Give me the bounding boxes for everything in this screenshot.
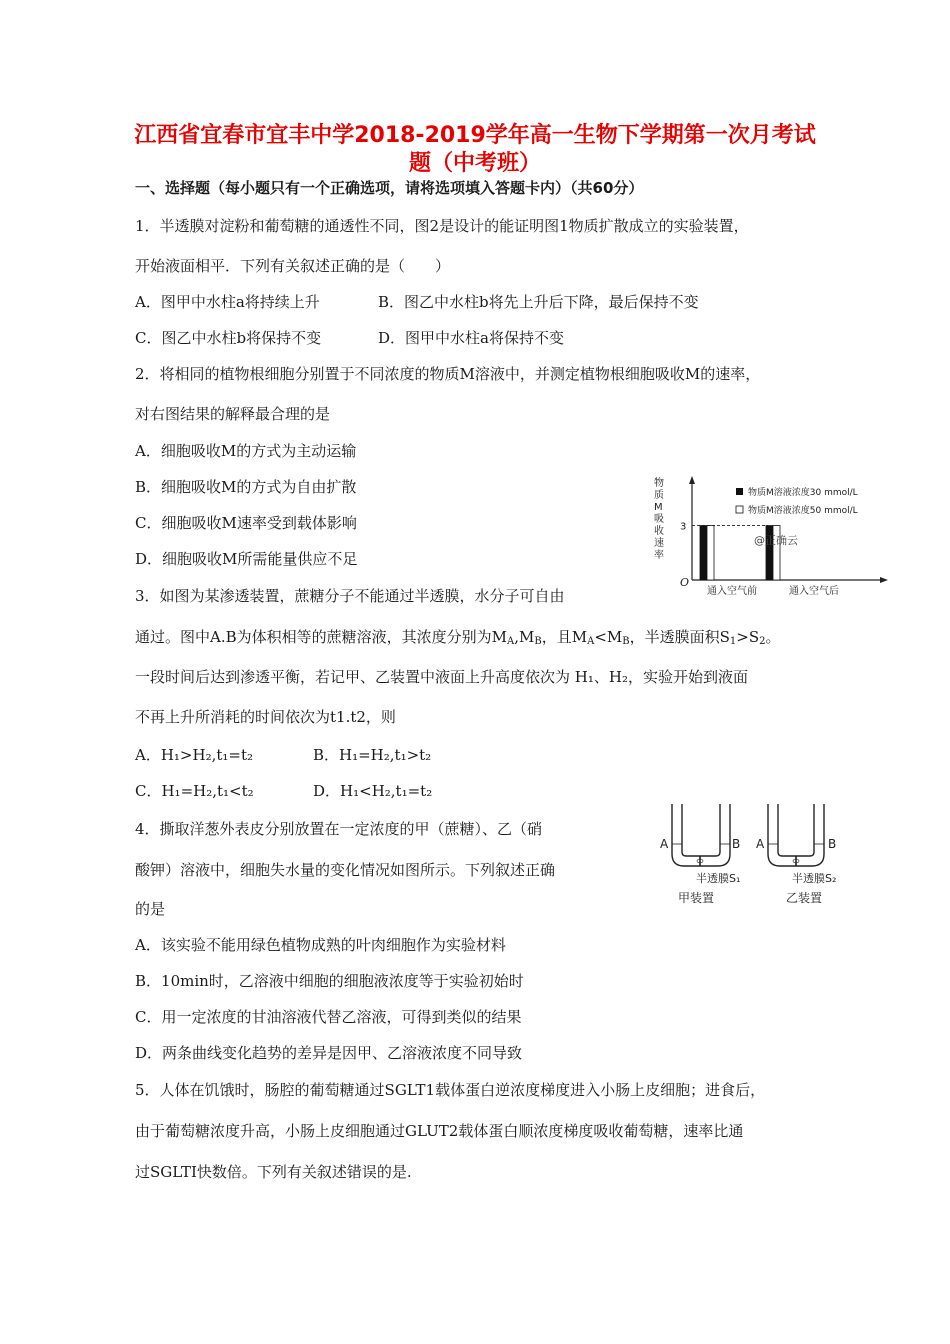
- q3-stem-2-part-c: ，且M: [541, 628, 588, 646]
- q2-stem-1: 2．将相同的植物根细胞分别置于不同浓度的物质M溶液中，并测定植物根细胞吸收M的速率，: [135, 365, 761, 383]
- q5-stem-1: 5．人体在饥饿时，肠腔的葡萄糖通过SGLT1载体蛋白逆浓度梯度进入小肠上皮细胞；进食后，: [135, 1081, 766, 1099]
- y-axis-label-char: 物: [654, 478, 664, 489]
- y-axis-label: [654, 476, 664, 561]
- subscript-a: A: [507, 636, 515, 647]
- q4-option-c: C．用一定浓度的甘油溶液代替乙溶液，可得到类似的结果: [135, 1008, 522, 1026]
- q3-option-a: A．H₁>H₂,t₁=t₂: [135, 746, 254, 764]
- legend-label-30: 物质M溶液浓度30 mmol/L: [748, 488, 858, 498]
- q4-option-a: A．该实验不能用绿色植物成熟的叶肉细胞作为实验材料: [135, 936, 506, 954]
- q4-stem-3: 的是: [135, 900, 166, 918]
- apparatus-name-jia: 甲装置: [678, 891, 715, 905]
- membrane-label-yi: 半透膜S₂: [792, 872, 837, 885]
- q3-stem-2-part-b: ,M: [514, 628, 535, 646]
- q3-stem-2-part-f: >S: [736, 628, 760, 646]
- apparatus-yi: [768, 804, 824, 866]
- title-line-2: 题（中考班）: [408, 151, 541, 176]
- y-axis-label-char: 率: [654, 550, 664, 561]
- watermark: @正确云: [754, 534, 798, 547]
- q1-option-b: B．图乙中水柱b将先上升后下降，最后保持不变: [378, 293, 699, 311]
- q3-stem-2-part-a: 通过。图中A.B为体积相等的蔗糖溶液，其浓度分别为M: [135, 628, 507, 646]
- label-b-yi: B: [828, 837, 837, 851]
- apparatus-name-yi: 乙装置: [786, 891, 823, 905]
- subscript-a: A: [587, 636, 595, 647]
- label-a-yi: A: [756, 837, 765, 851]
- y-tick-label: 3: [680, 521, 687, 533]
- q3-stem-2-part-g: 。: [765, 628, 781, 646]
- q4-option-d: D．两条曲线变化趋势的差异是因甲、乙溶液浓度不同导致: [135, 1044, 523, 1062]
- y-axis-label-char: M: [654, 502, 663, 513]
- label-b-jia: B: [732, 837, 741, 851]
- q4-stem-1: 4．撕取洋葱外表皮分别放置在一定浓度的甲（蔗糖）、乙（硝: [135, 820, 543, 838]
- q1-option-c: C．图乙中水柱b将保持不变: [135, 329, 322, 347]
- bar-50mmol-1: [707, 526, 714, 580]
- q3-option-b: B．H₁=H₂,t₁>t₂: [313, 746, 432, 764]
- document-title: [100, 122, 850, 178]
- q3-option-c: C．H₁=H₂,t₁<t₂: [135, 782, 254, 800]
- q3-stem-2-part-e: ，半透膜面积S: [629, 628, 730, 646]
- q3-stem-4: 不再上升所消耗的时间依次为t1.t2，则: [135, 708, 396, 726]
- subscript-1: 1: [729, 636, 737, 647]
- q3-option-d: D．H₁<H₂,t₁=t₂: [313, 782, 433, 800]
- absorption-rate-chart: [640, 472, 890, 602]
- q3-stem-2: [135, 626, 781, 647]
- q4-stem-2: 酸钾）溶液中，细胞失水量的变化情况如图所示。下列叙述正确: [135, 861, 556, 879]
- x-category-2: 通入空气后: [789, 586, 839, 597]
- q1-option-a: A．图甲中水柱a将持续上升: [135, 293, 320, 311]
- apparatus-jia: [672, 804, 730, 866]
- x-category-1: 通入空气前: [707, 586, 757, 597]
- q3-stem-1: 3．如图为某渗透装置，蔗糖分子不能通过半透膜，水分子可自由: [135, 587, 565, 605]
- subscript-b: B: [534, 636, 542, 647]
- q5-stem-2: 由于葡萄糖浓度升高，小肠上皮细胞通过GLUT2载体蛋白顺浓度梯度吸收葡萄糖，速率比通: [135, 1122, 744, 1140]
- y-axis-label-char: 吸: [654, 514, 664, 525]
- origin-label: O: [680, 576, 690, 589]
- title-line-1: 江西省宜春市宜丰中学2018-2019学年高一生物下学期第一次月考试: [134, 123, 816, 148]
- q1-stem-1: 1．半透膜对淀粉和葡萄糖的通透性不同，图2是设计的能证明图1物质扩散成立的实验装置，: [135, 217, 749, 235]
- q1-option-d: D．图甲中水柱a将保持不变: [378, 329, 564, 347]
- legend-label-50: 物质M溶液浓度50 mmol/L: [748, 506, 858, 516]
- y-axis-label-char: 速: [654, 538, 664, 549]
- q5-stem-3: 过SGLTI快数倍。下列有关叙述错误的是.: [135, 1163, 412, 1181]
- q1-stem-2: 开始液面相平．下列有关叙述正确的是（ ）: [135, 257, 451, 275]
- q4-option-b: B．10min时，乙溶液中细胞的细胞液浓度等于实验初始时: [135, 972, 524, 990]
- q2-option-c: C．细胞吸收M速率受到载体影响: [135, 514, 357, 532]
- subscript-b: B: [622, 636, 630, 647]
- x-axis-arrow: [880, 577, 888, 583]
- subscript-2: 2: [759, 636, 766, 647]
- osmosis-apparatus-figure: [660, 798, 860, 910]
- q3-stem-2-part-d: <M: [594, 628, 623, 646]
- legend-swatch-50: [736, 506, 743, 513]
- y-axis-arrow: [689, 476, 695, 484]
- q2-option-a: A．细胞吸收M的方式为主动运输: [135, 442, 357, 460]
- y-axis-label-char: 质: [654, 490, 664, 501]
- legend-swatch-30: [736, 488, 743, 495]
- membrane-label-jia: 半透膜S₁: [696, 872, 741, 885]
- q2-stem-2: 对右图结果的解释最合理的是: [135, 405, 331, 423]
- q3-stem-3: 一段时间后达到渗透平衡，若记甲、乙装置中液面上升高度依次为 H₁、H₂，实验开始到液面: [135, 668, 748, 686]
- section-heading: 一、选择题（每小题只有一个正确选项，请将选项填入答题卡内）（共60分）: [135, 179, 644, 197]
- bar-30mmol-1: [700, 526, 707, 580]
- label-a-jia: A: [660, 837, 669, 851]
- q2-option-d: D．细胞吸收M所需能量供应不足: [135, 550, 358, 568]
- y-axis-label-char: 收: [654, 526, 664, 537]
- q2-option-b: B．细胞吸收M的方式为自由扩散: [135, 478, 357, 496]
